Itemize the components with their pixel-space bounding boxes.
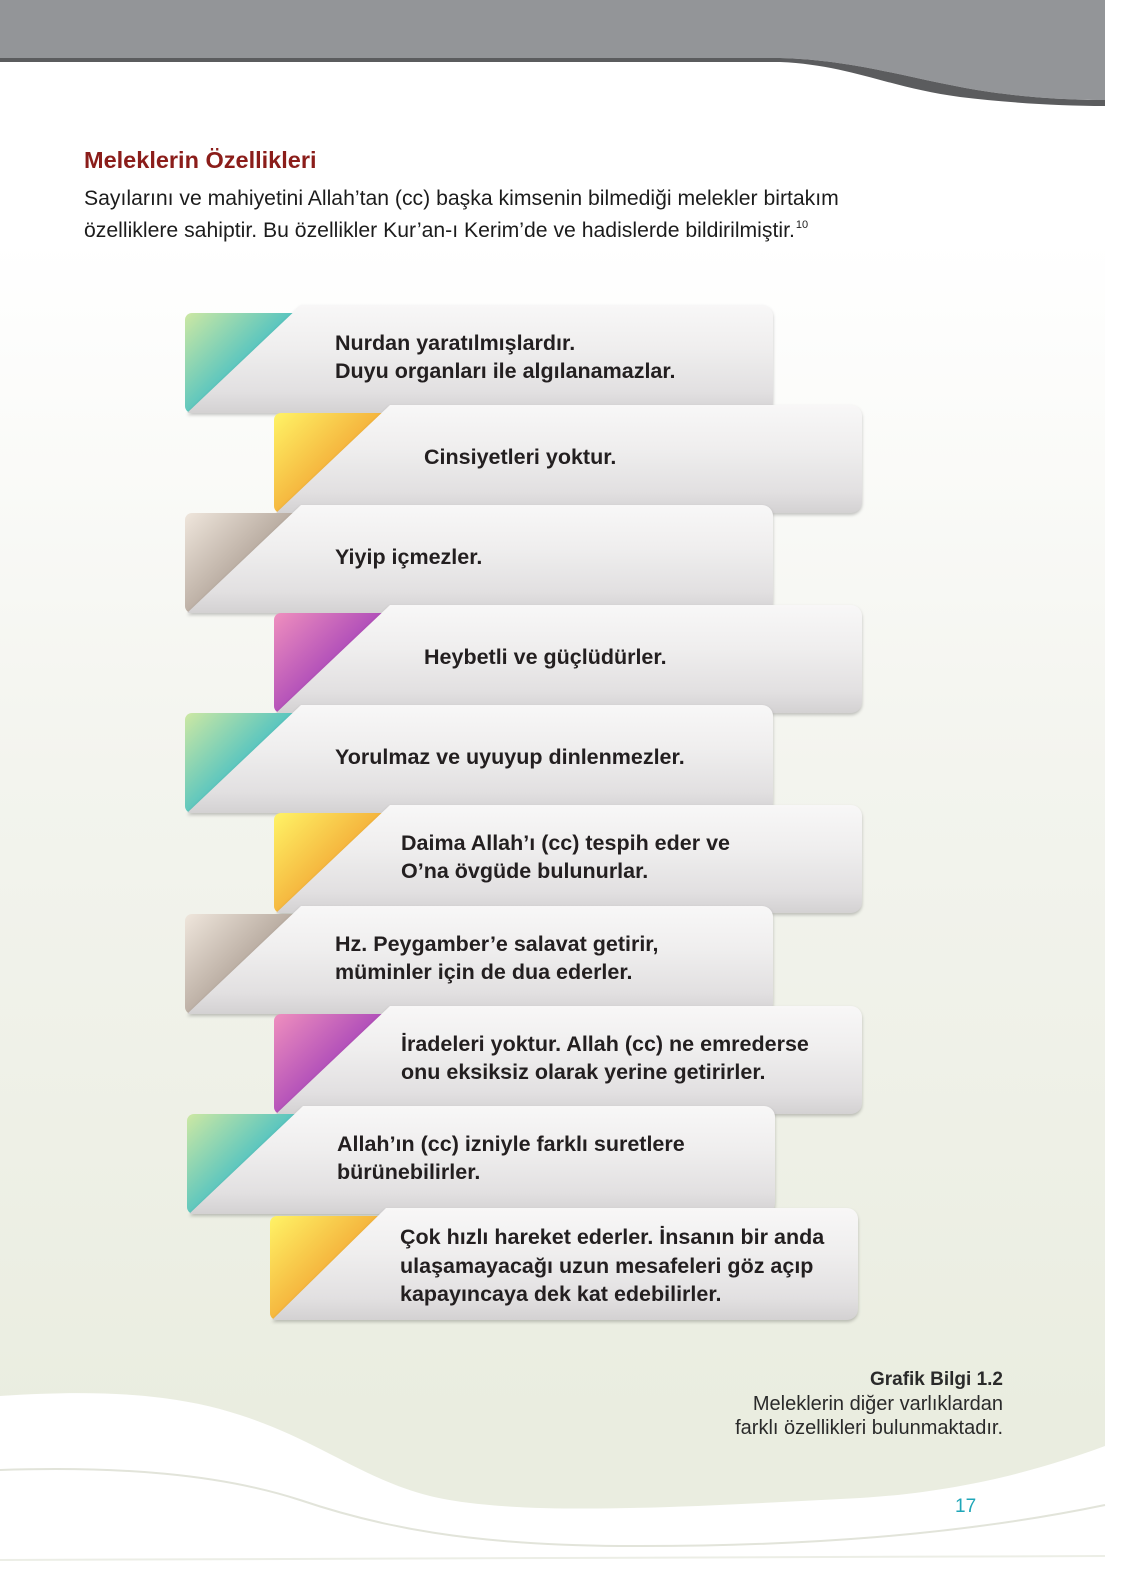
intro-line: özelliklere sahiptir. Bu özellikler Kur’an-ı Kerim’de ve hadislerde bildirilmiştir. [84, 219, 795, 242]
intro-paragraph [84, 183, 839, 247]
feature-card [274, 405, 862, 513]
card-text [335, 908, 658, 1008]
card-text-line: Heybetli ve güçlüdürler. [424, 644, 667, 669]
section-heading: Meleklerin Özellikleri [84, 147, 317, 173]
card-text [335, 707, 685, 807]
feature-card [187, 1106, 775, 1214]
card-text [424, 407, 616, 507]
feature-card [270, 1208, 858, 1320]
figure-caption [735, 1368, 1003, 1440]
card-text-line: Allah’ın (cc) izniyle farklı suretlere [337, 1131, 685, 1156]
card-text-line: Yiyip içmezler. [335, 544, 483, 569]
card-text [401, 807, 730, 907]
card-text [400, 1212, 824, 1320]
card-text-line: Duyu organları ile algılanamazlar. [335, 359, 676, 383]
feature-card [185, 305, 773, 413]
card-text-line: İradeleri yoktur. Allah (cc) ne emrederse [401, 1031, 809, 1056]
feature-card [274, 1006, 862, 1114]
card-text [424, 607, 667, 707]
card-text-line: Daima Allah’ı (cc) tespih eder ve [401, 830, 730, 855]
card-text-line: Cinsiyetleri yoktur. [424, 444, 617, 469]
card-text [401, 1008, 809, 1108]
feature-card [185, 705, 773, 813]
feature-card [274, 805, 862, 913]
card-text-line: müminler için de dua ederler. [335, 960, 633, 984]
feature-card [185, 505, 773, 613]
page-number: 17 [955, 1496, 977, 1517]
footnote-ref: 10 [795, 219, 809, 231]
figure-label: Grafik Bilgi 1.2 [869, 1369, 1003, 1390]
card-text-line: kapayıncaya dek kat edebilirler. [400, 1282, 722, 1307]
card-text [335, 307, 676, 407]
caption-line: Meleklerin diğer varlıklardan [752, 1393, 1003, 1415]
caption-line: farklı özellikleri bulunmaktadır. [735, 1417, 1003, 1439]
card-text-line: Yorulmaz ve uyuyup dinlenmezler. [335, 744, 685, 769]
intro-line: Sayılarını ve mahiyetini Allah’tan (cc) başka kimsenin bilmediği melekler birtakım [84, 187, 839, 210]
card-text-line: bürünebilirler. [337, 1160, 481, 1184]
card-text-line: Çok hızlı hareket ederler. İnsanın bir anda [400, 1225, 825, 1250]
card-text [335, 507, 482, 607]
feature-card [185, 906, 773, 1014]
card-text-line: O’na övgüde bulunurlar. [401, 859, 649, 883]
card-text [337, 1108, 685, 1208]
card-text-line: Hz. Peygamber’e salavat getirir, [335, 931, 659, 956]
intro-line-with-footnote [84, 215, 839, 247]
card-text-line: ulaşamayacağı uzun mesafeleri göz açıp [400, 1253, 814, 1278]
feature-card [274, 605, 862, 713]
card-text-line: Nurdan yaratılmışlardır. [335, 330, 576, 355]
card-text-line: onu eksiksiz olarak yerine getirirler. [401, 1060, 766, 1084]
